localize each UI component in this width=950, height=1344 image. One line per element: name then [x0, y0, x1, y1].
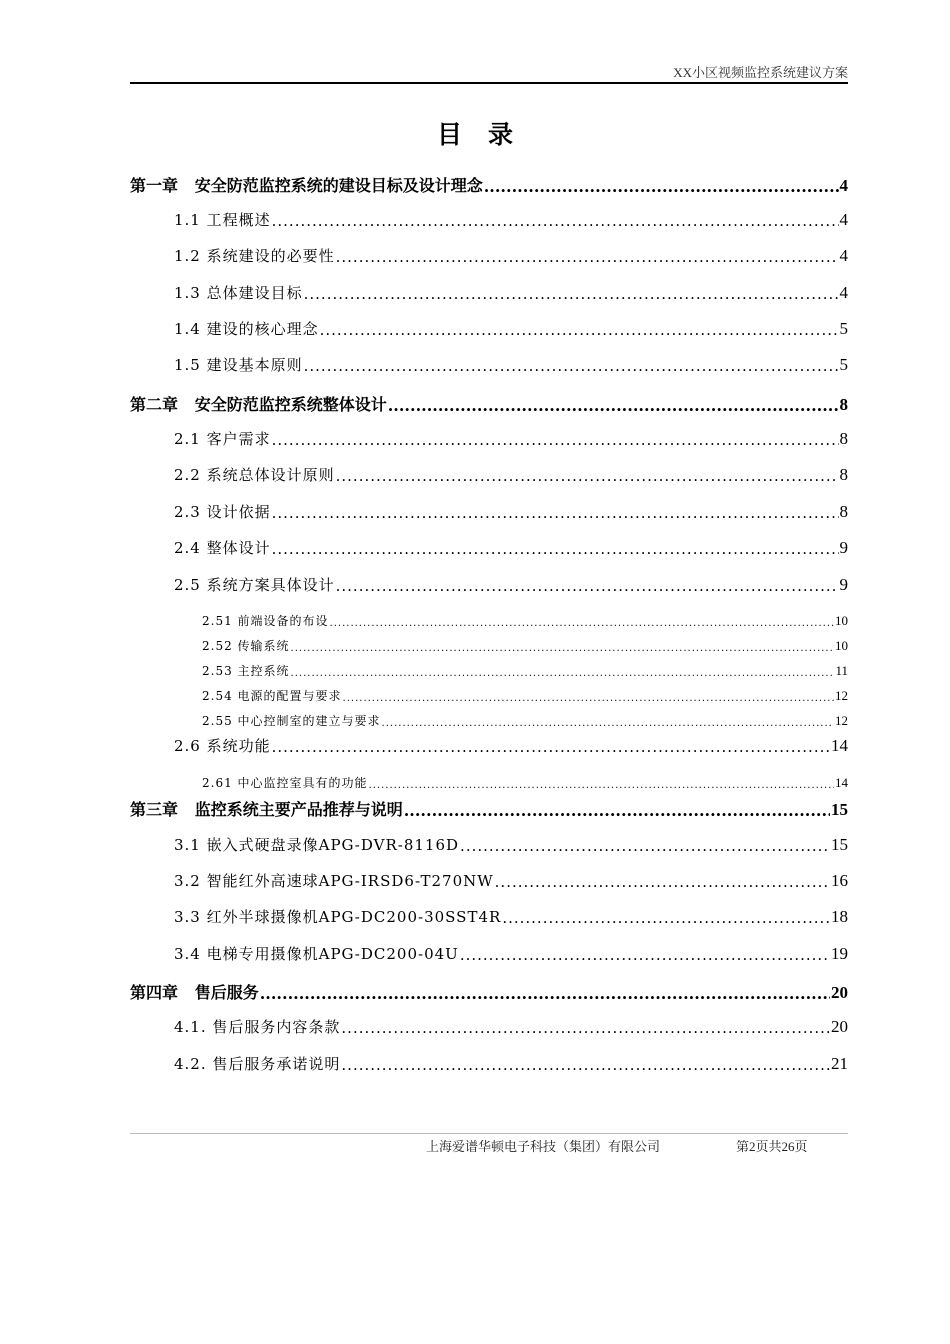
- leader-dots: [291, 668, 835, 679]
- toc-entry-page: 19: [831, 944, 848, 963]
- toc-entry-label: 2.1 客户需求: [174, 430, 271, 448]
- toc-entry-1-4[interactable]: [174, 318, 848, 339]
- toc-entry-label: 第三章 监控系统主要产品推荐与说明: [130, 800, 403, 819]
- toc-entry-page: 18: [831, 907, 848, 926]
- toc-entry-3-4[interactable]: [174, 943, 848, 964]
- toc-entry-label: 第一章 安全防范监控系统的建设目标及设计理念: [130, 176, 483, 195]
- toc-entry-page: 20: [831, 983, 848, 1002]
- leader-dots: [320, 321, 839, 339]
- toc-entry-page: 21: [831, 1054, 848, 1073]
- toc-entry-label: 2.4 整体设计: [174, 539, 271, 557]
- leader-dots: [272, 738, 830, 756]
- leader-dots: [369, 780, 834, 791]
- toc-entry-page: 4: [839, 176, 848, 195]
- toc-entry-label: 1.2 系统建设的必要性: [174, 247, 335, 265]
- toc-entry-3-1[interactable]: [174, 834, 848, 855]
- toc-entry-page: 4: [839, 246, 848, 265]
- toc-entry-page: 16: [831, 871, 848, 890]
- leader-dots: [460, 837, 830, 855]
- toc-entry-page: 20: [831, 1017, 848, 1036]
- leader-dots: [272, 540, 839, 558]
- toc-entry-2-6[interactable]: [174, 735, 848, 756]
- leader-dots: [272, 212, 839, 230]
- toc-entry-2-4[interactable]: [174, 537, 848, 558]
- toc-entry-label: 2.2 系统总体设计原则: [174, 466, 335, 484]
- toc-entry-3-2[interactable]: [174, 870, 848, 891]
- toc-entry-label: 2.3 设计依据: [174, 503, 271, 521]
- toc-entry-chapter-4[interactable]: [130, 980, 848, 1003]
- leader-dots: [388, 396, 839, 415]
- leader-dots: [272, 431, 839, 449]
- toc-entry-2-51[interactable]: [202, 612, 848, 629]
- leader-dots: [404, 801, 830, 820]
- toc-entry-label: 2.52 传输系统: [202, 639, 290, 653]
- toc-entry-1-5[interactable]: [174, 354, 848, 375]
- toc-entry-2-5[interactable]: [174, 574, 848, 595]
- toc-entry-2-52[interactable]: [202, 637, 848, 654]
- toc-entry-label: 第二章 安全防范监控系统整体设计: [130, 395, 387, 414]
- toc-entry-2-54[interactable]: [202, 687, 848, 704]
- toc-entry-page: 10: [835, 638, 848, 653]
- toc-entry-label: 2.53 主控系统: [202, 664, 290, 678]
- toc-entry-label: 1.1 工程概述: [174, 211, 271, 229]
- toc-entry-label: 1.3 总体建设目标: [174, 284, 303, 302]
- toc-entry-page: 5: [839, 319, 848, 338]
- toc-entry-label: 2.55 中心控制室的建立与要求: [202, 714, 381, 728]
- toc-entry-page: 4: [839, 210, 848, 229]
- page-footer: [130, 1133, 848, 1154]
- page-header: [130, 62, 848, 84]
- leader-dots: [272, 504, 839, 522]
- toc-entry-page: 11: [835, 663, 848, 678]
- toc-entry-chapter-1[interactable]: [130, 173, 848, 196]
- toc-entry-chapter-2[interactable]: [130, 392, 848, 415]
- toc-entry-label: 1.4 建设的核心理念: [174, 320, 319, 338]
- footer-company: 上海爱谱华顿电子科技（集团）有限公司: [426, 1139, 661, 1154]
- toc-entry-label: 3.4 电梯专用摄像机APG-DC200-04U: [174, 945, 459, 963]
- toc-entry-page: 10: [835, 613, 848, 628]
- toc-entry-label: 3.3 红外半球摄像机APG-DC200-30SST4R: [174, 908, 502, 926]
- toc-entry-3-3[interactable]: [174, 906, 848, 927]
- toc-title: 目录: [436, 120, 539, 149]
- leader-dots: [495, 873, 830, 891]
- leader-dots: [336, 467, 839, 485]
- toc-entry-page: 8: [839, 395, 848, 414]
- leader-dots: [291, 643, 834, 654]
- toc-entry-page: 8: [839, 465, 848, 484]
- toc-entry-2-53[interactable]: [202, 662, 848, 679]
- leader-dots: [343, 693, 834, 704]
- toc-entry-page: 15: [831, 835, 848, 854]
- toc-entry-label: 1.5 建设基本原则: [174, 356, 303, 374]
- toc-entry-2-1[interactable]: [174, 428, 848, 449]
- leader-dots: [336, 248, 839, 266]
- leader-dots: [341, 1019, 830, 1037]
- toc-entry-label: 第四章 售后服务: [130, 983, 259, 1002]
- toc-entry-2-61[interactable]: [202, 774, 848, 791]
- leader-dots: [304, 357, 839, 375]
- toc-entry-4-2[interactable]: [174, 1053, 848, 1074]
- toc-entry-chapter-3[interactable]: [130, 797, 848, 820]
- leader-dots: [336, 577, 839, 595]
- toc-entry-2-3[interactable]: [174, 501, 848, 522]
- toc-entry-label: 2.51 前端设备的布设: [202, 614, 329, 628]
- toc-entry-label: 2.6 系统功能: [174, 737, 271, 755]
- leader-dots: [304, 285, 839, 303]
- toc-entry-page: 5: [839, 355, 848, 374]
- toc-entry-page: 9: [839, 538, 848, 557]
- toc-entry-page: 12: [835, 713, 848, 728]
- toc-entry-label: 3.1 嵌入式硬盘录像APG-DVR-8116D: [174, 836, 460, 854]
- leader-dots: [330, 618, 834, 629]
- leader-dots: [460, 946, 830, 964]
- toc-entry-1-3[interactable]: [174, 282, 848, 303]
- toc-entry-page: 8: [839, 429, 848, 448]
- leader-dots: [341, 1056, 830, 1074]
- toc-entry-page: 14: [835, 775, 848, 790]
- toc-entry-page: 9: [839, 575, 848, 594]
- toc-entry-label: 4.1. 售后服务内容条款: [174, 1018, 341, 1036]
- footer-page-info: 第2页共26页: [736, 1139, 808, 1154]
- toc-entry-1-1[interactable]: [174, 209, 848, 230]
- leader-dots: [484, 177, 839, 196]
- toc-entry-4-1[interactable]: [174, 1016, 848, 1037]
- toc-entry-page: 4: [839, 283, 848, 302]
- toc-entry-page: 12: [835, 688, 848, 703]
- toc-entry-label: 2.5 系统方案具体设计: [174, 576, 335, 594]
- header-title: XX小区视频监控系统建议方案: [673, 65, 848, 80]
- toc-entry-label: 2.54 电源的配置与要求: [202, 689, 342, 703]
- toc-entry-page: 15: [831, 800, 848, 819]
- toc-entry-1-2[interactable]: [174, 245, 848, 266]
- toc-entry-label: 4.2. 售后服务承诺说明: [174, 1055, 341, 1073]
- toc-entry-label: 3.2 智能红外高速球APG-IRSD6-T270NW: [174, 872, 494, 890]
- toc-entry-2-2[interactable]: [174, 464, 848, 485]
- leader-dots: [260, 984, 830, 1003]
- toc-entry-page: 8: [839, 502, 848, 521]
- toc-entry-page: 14: [831, 736, 848, 755]
- toc-entry-label: 2.61 中心监控室具有的功能: [202, 776, 368, 790]
- toc-entry-2-55[interactable]: [202, 712, 848, 729]
- leader-dots: [502, 909, 830, 927]
- leader-dots: [382, 718, 834, 729]
